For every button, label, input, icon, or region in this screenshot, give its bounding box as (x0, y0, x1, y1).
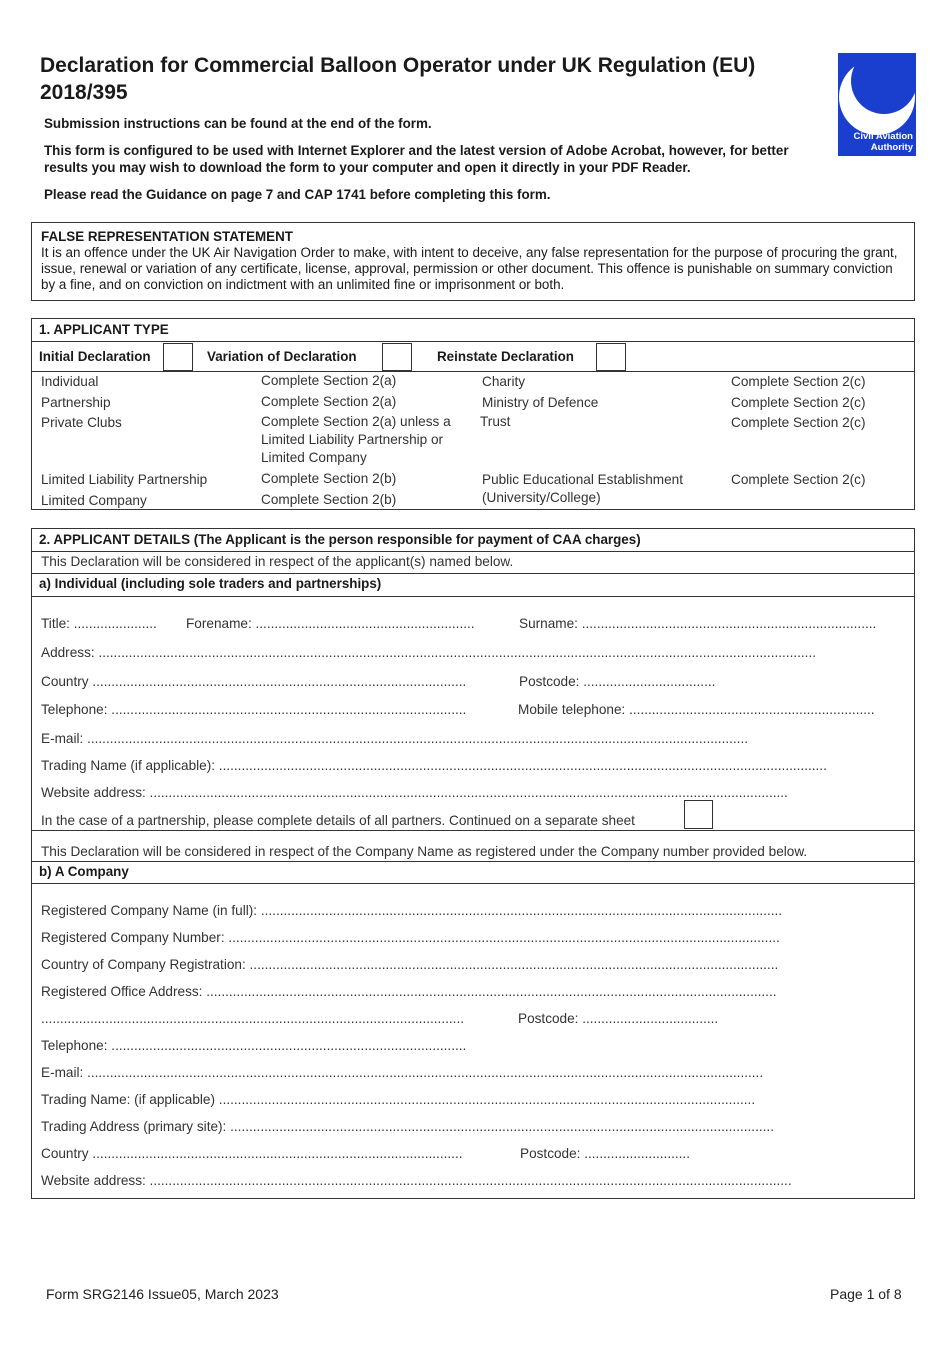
individual-telephone-field[interactable]: Telephone: .............................................................................................. (41, 702, 467, 717)
section-applicant-type (31, 318, 915, 510)
section2a-note: This Declaration will be considered in respect of the applicant(s) named below. (41, 554, 514, 569)
type-llp-section: Complete Section 2(b) (261, 471, 397, 486)
type-public-educational: Public Educational Establishment (University/College) (482, 472, 683, 505)
type-public-educational-section: Complete Section 2(c) (731, 472, 866, 487)
reinstate-declaration-label: Reinstate Declaration (437, 349, 574, 364)
caa-logo (838, 53, 916, 156)
initial-declaration-label: Initial Declaration (39, 349, 151, 364)
form-identifier: Form SRG2146 Issue05, March 2023 (46, 1286, 279, 1302)
individual-title-field[interactable]: Title: ...................... (41, 616, 157, 631)
type-individual-section: Complete Section 2(a) (261, 373, 397, 388)
page-number: Page 1 of 8 (830, 1286, 902, 1302)
type-llp: Limited Liability Partnership (41, 472, 208, 487)
type-partnership-section: Complete Section 2(a) (261, 394, 397, 409)
section2b-note: This Declaration will be considered in respect of the Company Name as registered under the Company number provided below. (41, 844, 808, 859)
company-trading-address-field[interactable]: Trading Address (primary site): ................................................................................................................................................ (41, 1119, 774, 1134)
individual-country-field[interactable]: Country ................................................................................................... (41, 674, 467, 689)
initial-declaration-checkbox[interactable] (163, 343, 193, 371)
variation-declaration-label: Variation of Declaration (207, 349, 357, 364)
section2a-title: a) Individual (including sole traders and partnerships) (39, 576, 382, 591)
submission-note: Submission instructions can be found at the end of the form. (44, 116, 432, 131)
company-email-field[interactable]: E-mail: ................................................................................................................................................................................... (41, 1065, 764, 1080)
type-charity: Charity (482, 374, 526, 389)
company-trading-name-field[interactable]: Trading Name: (if applicable) .............................................................................................................................................. (41, 1092, 756, 1107)
company-postcode2-field[interactable]: Postcode: ............................ (520, 1146, 690, 1161)
company-website-field[interactable]: Website address: .......................................................................................................................................................................... (41, 1173, 792, 1188)
type-mod-section: Complete Section 2(c) (731, 395, 866, 410)
partnership-note: In the case of a partnership, please complete details of all partners. Continued on a separate sheet (41, 813, 635, 828)
individual-website-field[interactable]: Website address: ......................................................................................................................................................................... (41, 785, 788, 800)
individual-trading-name-field[interactable]: Trading Name (if applicable): ................................................................................................................................................................. (41, 758, 827, 773)
company-country-registration-field[interactable]: Country of Company Registration: ............................................................................................................................................ (41, 957, 779, 972)
section-applicant-details (31, 528, 915, 1199)
section2-title: 2. APPLICANT DETAILS (The Applicant is the person responsible for payment of CAA charges) (39, 532, 641, 547)
logo-text: Civil Aviation Authority (853, 131, 913, 153)
type-charity-section: Complete Section 2(c) (731, 374, 866, 389)
variation-declaration-checkbox[interactable] (382, 343, 412, 371)
company-name-field[interactable]: Registered Company Name (in full): .......................................................................................................................................... (41, 903, 783, 918)
company-telephone-field[interactable]: Telephone: .............................................................................................. (41, 1038, 467, 1053)
individual-surname-field[interactable]: Surname: .............................................................................. (519, 616, 877, 631)
false-representation-title: FALSE REPRESENTATION STATEMENT (41, 229, 293, 244)
type-private-clubs: Private Clubs (41, 415, 122, 430)
individual-address-field[interactable]: Address: .............................................................................................................................................................................................. (41, 645, 817, 660)
type-limited-company-section: Complete Section 2(b) (261, 492, 397, 507)
company-address-continued-field[interactable]: ................................................................................................................ (41, 1011, 464, 1026)
type-trust-section: Complete Section 2(c) (731, 415, 866, 430)
section1-title: 1. APPLICANT TYPE (39, 322, 169, 337)
section2b-title: b) A Company (39, 864, 129, 879)
individual-mobile-field[interactable]: Mobile telephone: ................................................................. (518, 702, 875, 717)
type-individual: Individual (41, 374, 99, 389)
browser-note: This form is configured to be used with Internet Explorer and the latest version of Adobe Acrobat, however, for better results you may wish to download the form to your computer and open it directly in your PDF Reader. (44, 143, 789, 175)
false-representation-box (31, 222, 915, 301)
partnership-separate-sheet-checkbox[interactable] (684, 800, 713, 829)
page-title: Declaration for Commercial Balloon Operator under UK Regulation (EU) 2018/395 (40, 54, 756, 104)
reinstate-declaration-checkbox[interactable] (596, 343, 626, 371)
company-postcode-field[interactable]: Postcode: .................................... (518, 1011, 719, 1026)
type-limited-company: Limited Company (41, 493, 147, 508)
type-partnership: Partnership (41, 395, 111, 410)
company-country-field[interactable]: Country .................................................................................................. (41, 1146, 463, 1161)
type-mod: Ministry of Defence (482, 395, 599, 410)
individual-email-field[interactable]: E-mail: ............................................................................................................................................................................... (41, 731, 749, 746)
company-office-address-field[interactable]: Registered Office Address: ....................................................................................................................................................... (41, 984, 777, 999)
type-trust: Trust (480, 414, 511, 429)
individual-postcode-field[interactable]: Postcode: ................................... (519, 674, 716, 689)
individual-forename-field[interactable]: Forename: .......................................................... (186, 616, 475, 631)
guidance-note: Please read the Guidance on page 7 and CAP 1741 before completing this form. (44, 187, 551, 202)
company-number-field[interactable]: Registered Company Number: .................................................................................................................................................. (41, 930, 780, 945)
type-private-clubs-section: Complete Section 2(a) unless a Limited Liability Partnership or Limited Company (261, 414, 451, 465)
false-representation-body: It is an offence under the UK Air Navigation Order to make, with intent to deceive, any false representation for the purpose of procuring the grant, issue, renewal or variation of any certificate, license, approval, permission or other document. This offence is punishable on summary conviction by a fine, and on conviction on indictment with an unlimited fine or imprisonment or both. (41, 245, 898, 292)
